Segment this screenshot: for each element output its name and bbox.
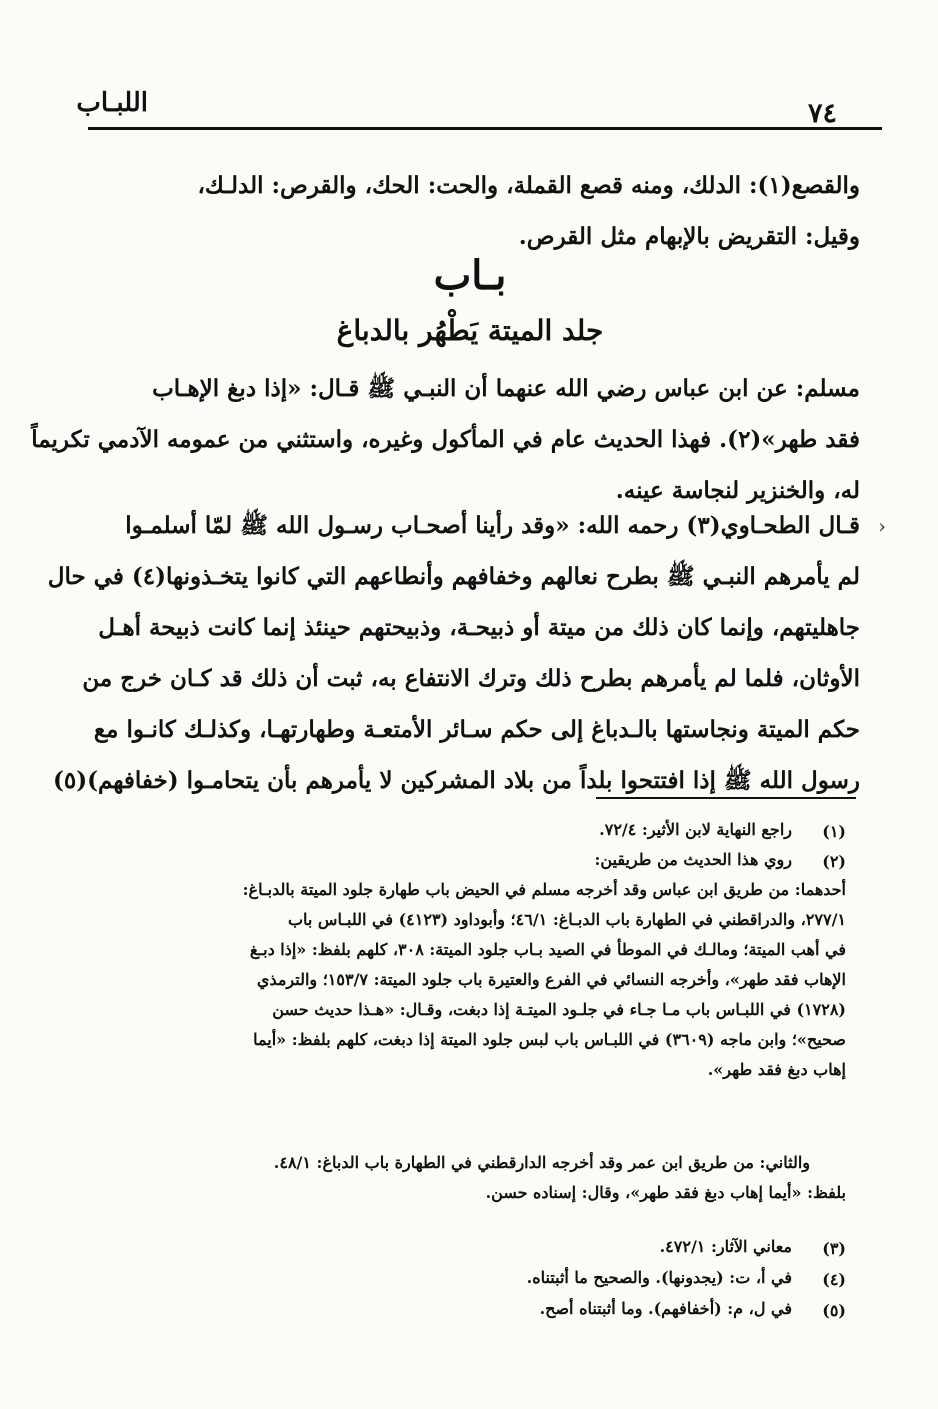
footnote-2-line: إهاب دبغ فقد طهر».	[707, 1060, 846, 1079]
text-line: وقيل: التقريض بالإبهام مثل القرص.	[518, 223, 860, 250]
paragraph-1	[31, 363, 860, 516]
footnote-number: (٢)	[822, 852, 846, 871]
footnote-2-line: والثاني: من طريق ابن عمر وقد أخرجه الدارقطني في الطهارة باب الدباغ: ٤٨/١.	[273, 1153, 810, 1172]
text-line: حكم الميتة ونجاستها بالـدباغ إلى حكم سـائر الأمتعـة وطهارتهـا، وكذلـك كانـوا مع	[93, 716, 860, 743]
footnote-2-line: أحدهما: من طريق ابن عباس وقد أخرجه مسلم في الحيض باب طهارة جلود الميتة بالدبـاغ:	[242, 880, 846, 899]
footnote-number: (٣)	[822, 1239, 846, 1258]
text-line: الأوثان، فلما لم يأمرهم بطرح ذلك وترك الانتفاع به، ثبت أن ذلك قد كـان خرج من	[82, 665, 860, 692]
intro-paragraph	[90, 160, 860, 262]
text-line: له، والخنزير لنجاسة عينه.	[615, 477, 860, 504]
text-line: فقد طهر»(٢). فهذا الحديث عام في المأكول وغيره، واستثني من عمومه الآدمي تكريماً	[31, 426, 860, 453]
text-line: رسول الله ﷺ إذا افتتحوا بلداً من بلاد المشركين لا يأمرهم بأن يتحامـوا (خفافهم)(٥)	[52, 767, 860, 794]
footnote-2-line: (١٧٢٨) في اللبـاس باب مـا جـاء في جلـود الميتـة إذا دبغت، وقـال: «هـذا حديث حسن	[272, 1000, 846, 1019]
text-line: لم يأمرهم النبـي ﷺ بطرح نعالهم وخفافهم وأنطاعهم التي كانوا يتخـذونها(٤) في حال	[47, 563, 860, 590]
footnote-2-line: صحيح»؛ وابن ماجه (٣٦٠٩) في اللبـاس باب لبس جلود الميتة إذا دبغت، كلهم بلفظ: «أيما	[253, 1030, 846, 1049]
chapter-title: جلد الميتة يَطْهُر بالدباغ	[336, 314, 604, 347]
footnote-2-line: روي هذا الحديث من طريقين:	[594, 850, 792, 869]
footnote-1: راجع النهاية لابن الأثير: ٧٢/٤.	[599, 820, 792, 839]
footnote-rule	[596, 797, 856, 799]
footnote-number: (٥)	[822, 1301, 846, 1320]
bab-heading: بـاب	[433, 252, 507, 299]
text-line: جاهليتهم، وإنما كان ذلك من ميتة أو ذبيحـة، وذبيحتهم حينئذ إنما كانت ذبيحة أهـل	[98, 614, 860, 641]
footnote-5: في ل، م: (أخفافهم). وما أثبتناه أصح.	[539, 1299, 792, 1318]
text-line: والقصع(١): الدلك، ومنه قصع القملة، والحت: الحك، والقرص: الدلـك،	[197, 172, 860, 199]
footnote-2-line: ٢٧٧/١، والدراقطني في الطهارة باب الدبـاغ: ٤٦/١؛ وأبوداود (٤١٢٣) في اللبـاس باب	[287, 910, 846, 929]
running-header-title: اللبـاب	[76, 88, 148, 118]
footnote-2-line: الإهاب فقد طهر»، وأخرجه النسائي في الفرع والعتيرة باب جلود الميتة: ١٥٣/٧؛ والترمذي	[256, 970, 846, 989]
text-line: مسلم: عن ابن عباس رضي الله عنهما أن النبـي ﷺ قـال: «إذا دبغ الإهـاب	[152, 375, 860, 402]
footnote-number: (١)	[822, 822, 846, 841]
header-rule	[88, 127, 882, 130]
footnote-3: معاني الآثار: ٤٧٢/١.	[659, 1237, 792, 1256]
footnote-4: في أ، ت: (يجدونها). والصحيح ما أثبتناه.	[526, 1268, 792, 1287]
footnote-2-line: في أهب الميتة؛ ومالـك في الموطأ في الصيد بـاب جلود الميتة: ٣٠٨، كلهم بلفظ: «إذا دبـغ	[249, 940, 846, 959]
paragraph-2	[47, 500, 860, 806]
page-number: ٧٤	[808, 98, 838, 129]
footnote-number: (٤)	[822, 1270, 846, 1289]
text-line: قـال الطحـاوي(٣) رحمه الله: «وقد رأينا أصحـاب رسـول الله ﷺ لمّا أسلمـوا	[125, 512, 860, 539]
footnote-2-line: بلفظ: «أيما إهاب دبغ فقد طهر»، وقال: إسناده حسن.	[485, 1183, 846, 1202]
margin-mark: ‹	[878, 514, 886, 538]
